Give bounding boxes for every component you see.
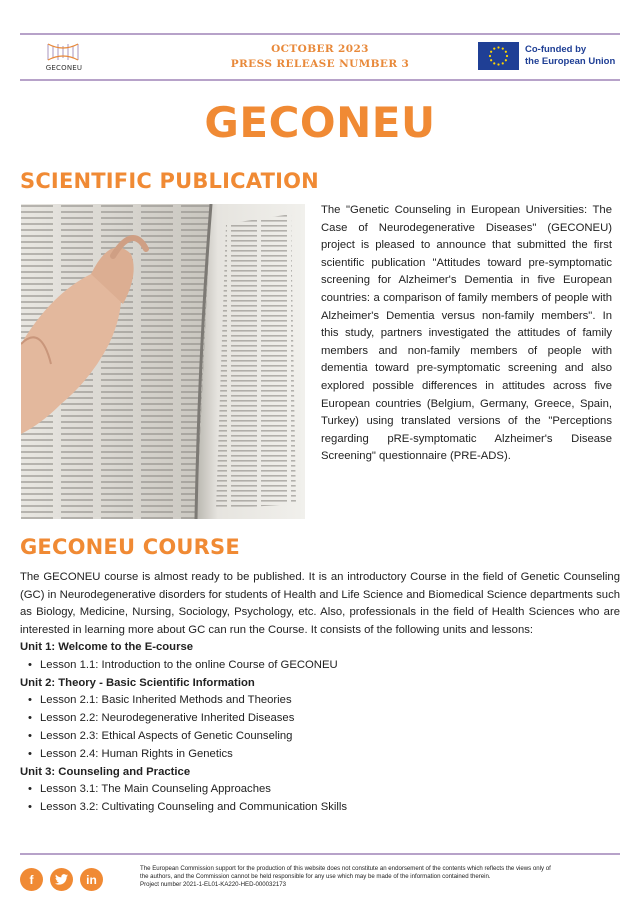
header-top-rule xyxy=(20,33,620,35)
facebook-icon[interactable]: f xyxy=(20,868,43,891)
lesson-list xyxy=(20,657,620,675)
open-book-photo xyxy=(21,204,305,519)
logo-label: GECONEU xyxy=(45,64,83,72)
list-item: • Lesson 2.3: Ethical Aspects of Genetic Counseling xyxy=(20,728,620,746)
eu-label xyxy=(525,44,615,68)
footer-rule xyxy=(20,853,620,855)
social-links xyxy=(20,868,103,891)
eu-disclaimer xyxy=(140,865,620,889)
geconeu-logo xyxy=(44,42,84,72)
lesson-list xyxy=(20,692,620,763)
eu-label-line1: Co-funded by xyxy=(525,44,587,55)
list-item: • Lesson 1.1: Introduction to the online Course of GECONEU xyxy=(20,657,620,675)
list-item: • Lesson 2.2: Neurodegenerative Inherited Diseases xyxy=(20,710,620,728)
eu-label-line2: the European Union xyxy=(525,56,616,67)
release-info xyxy=(200,42,440,72)
list-item: • Lesson 3.2: Cultivating Counseling and Communication Skills xyxy=(20,799,620,817)
disclaimer-line1: The European Commission support for the production of this website does not constitute an endorsement of the contents which reflects the views only of xyxy=(140,865,551,872)
linkedin-icon[interactable]: in xyxy=(80,868,103,891)
course-section xyxy=(20,569,620,817)
header-bottom-rule xyxy=(20,79,620,81)
publication-body: The "Genetic Counseling in European Universities: The Case of Neurodegenerative Diseases" (GECONEU) project is pleased to announce that submitted the first scientific publication "Attitudes toward pre-symptomatic screening for Alzheimer's Dementia in five European countries: a comparison of family members of people with Alzheimer's Dementia versus non-family members". In this study, partners investigated the attitudes of family members and non-family members of people with dementia toward pre-symptomatic screening and also explored possible differences in attitudes across five European countries (Belgium, Germany, Greece, Spain, Turkey) using translated versions of the "Perceptions regarding pRE-symptomatic Alzheimer's Disease Screening" questionnaire (PRE-ADS). xyxy=(321,204,612,463)
release-date: OCTOBER 2023 xyxy=(271,43,369,55)
list-item: • Lesson 2.1: Basic Inherited Methods and Theories xyxy=(20,692,620,710)
course-intro: The GECONEU course is almost ready to be published. It is an introductory Course in the field of Genetic Counseling (GC) in Neurodegenerative disorders for students of Health and Life Science and Biomedical Science departments such as Biology, Medicine, Nursing, Sociology, Psychology, etc. Also, professionals in the field of Health Sciences who are interested in learning more about GC can run the Course. It consists of the following units and lessons: xyxy=(20,571,620,636)
unit-title: Unit 3: Counseling and Practice xyxy=(20,765,191,778)
project-number: Project number 2021-1-EL01-KA220-HED-000032173 xyxy=(140,881,287,888)
eu-flag-icon xyxy=(478,42,519,70)
list-item: • Lesson 2.4: Human Rights in Genetics xyxy=(20,746,620,764)
unit-title: Unit 2: Theory - Basic Scientific Information xyxy=(20,676,255,689)
course-heading: GECONEU COURSE xyxy=(20,535,240,559)
publication-heading: SCIENTIFIC PUBLICATION xyxy=(20,169,319,193)
eu-cofunded-badge xyxy=(478,42,615,70)
list-item: • Lesson 3.1: The Main Counseling Approaches xyxy=(20,781,620,799)
twitter-icon[interactable] xyxy=(50,868,73,891)
unit-title: Unit 1: Welcome to the E-course xyxy=(20,641,194,654)
page-title: GECONEU xyxy=(204,98,436,147)
dna-logo-icon xyxy=(46,42,82,62)
lesson-list xyxy=(20,781,620,817)
release-number: PRESS RELEASE NUMBER 3 xyxy=(230,58,410,70)
disclaimer-line2: the authors, and the Commission cannot be held responsible for any use which may be made of the information contained therein. xyxy=(140,873,491,880)
